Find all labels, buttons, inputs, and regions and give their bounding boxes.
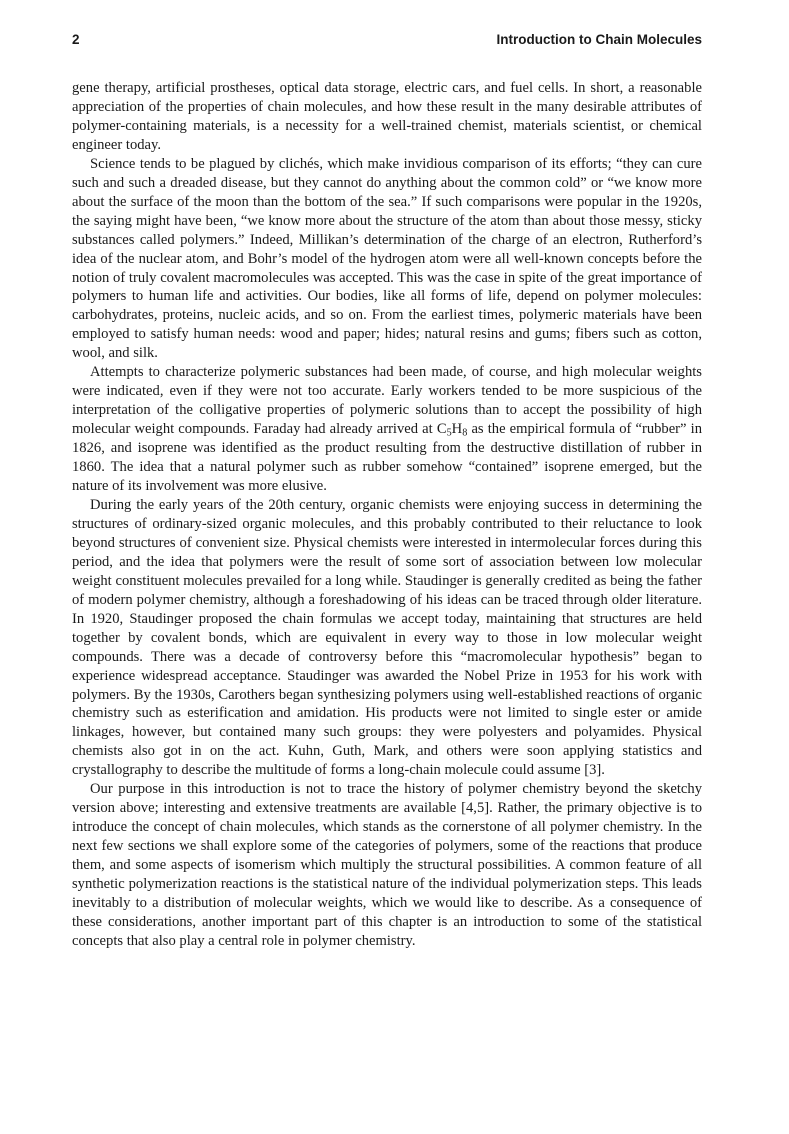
running-head — [72, 30, 702, 50]
paragraph-3-text-mid: H — [451, 421, 463, 438]
running-title: Introduction to Chain Molecules — [496, 32, 702, 47]
paragraph-3-text-after: as the empirical formula of “rubber” in 1826, and isoprene was identified as the product resulting from the destructive distillation of rubber in 1860. The idea that a natural polymer such as rubber somehow “contained” isoprene emerged, but the nature of its involvement was more elusive. — [72, 421, 702, 495]
paragraph-4: During the early years of the 20th century, organic chemists were enjoying success in determining the structures of ordinary-sized organic molecules, and this probably contributed to their reluctance to look beyond structures of convenient size. Physical chemists were interested in intermolecular forces during this period, and the idea that polymers were the result of some sort of association between low molecular weight constituent molecules prevailed for a long while. Staudinger is generally credited as being the father of modern polymer chemistry, although a foreshadowing of his ideas can be traced through older literature. In 1920, Staudinger proposed the chain formulas we accept today, maintaining that structures are held together by covalent bonds, which are equivalent in every way to those in low molecular weight compounds. There was a decade of controversy before this “macromolecular hypothesis” began to experience widespread acceptance. Staudinger was awarded the Nobel Prize in 1953 for his work with polymers. By the 1930s, Carothers began synthesizing polymers using well-established reactions of organic chemistry such as esterification and amidation. His products were not limited to single ester or amide linkages, however, but contained many such groups: they were polyesters and polyamides. Physical chemists also got in on the act. Kuhn, Guth, Mark, and others were soon applying statistics and crystallography to describe the multitude of forms a long-chain molecule could assume [3]. — [72, 496, 702, 779]
paragraph-1: gene therapy, artificial prostheses, optical data storage, electric cars, and fuel cells. In short, a reasonable appreciation of the properties of chain molecules, and how these result in the many desirable attributes of polymer-containing materials, is a necessity for a well-trained chemist, materials scientist, or chemical engineer today. — [72, 80, 702, 153]
formula-subscript-hydrogen: 8 — [462, 427, 468, 439]
paragraph-3 — [72, 363, 702, 496]
body-text — [72, 79, 702, 951]
formula-subscript-carbon: 5 — [446, 427, 452, 439]
paragraph-3-text-before: Attempts to characterize polymeric substances had been made, of course, and high molecular weights were indicated, even if they were not too accurate. Early workers tended to be more suspicious of the interpretation of the colligative properties of polymeric solutions than to accept the possibility of high molecular weight compounds. Faraday had already arrived at C — [72, 364, 702, 438]
page-content — [72, 30, 702, 951]
paragraph-5: Our purpose in this introduction is not to trace the history of polymer chemistry beyond the sketchy version above; interesting and extensive treatments are available [4,5]. Rather, the primary objective is to introduce the concept of chain molecules, which stands as the cornerstone of all polymer chemistry. In the next few sections we shall explore some of the categories of polymers, some of the reactions that produce them, and some aspects of isomerism which multiply the structural possibilities. A common feature of all synthetic polymerization reactions is the statistical nature of the individual polymerization steps. This leads inevitably to a distribution of molecular weights, which we would like to describe. As a consequence of these considerations, another important part of this chapter is an introduction to some of the statistical concepts that also play a central role in polymer chemistry. — [72, 781, 702, 949]
paragraph-2: Science tends to be plagued by clichés, which make invidious comparison of its efforts; “they can cure such and such a dreaded disease, but they cannot do anything about the common cold” or “we know more about the surface of the moon than the bottom of the sea.” If such comparisons were popular in the 1920s, the saying might have been, “we know more about the structure of the atom than about those messy, sticky substances called polymers.” Indeed, Millikan’s determination of the charge of an electron, Rutherford’s idea of the nuclear atom, and Bohr’s model of the hydrogen atom were all well-known concepts before the notion of truly covalent macromolecules was accepted. This was the case in spite of the great importance of polymers to human life and activities. Our bodies, like all forms of life, depend on polymer molecules: carbohydrates, proteins, nucleic acids, and so on. From the earliest times, polymeric materials have been employed to satisfy human needs: wood and paper; hides; natural resins and gums; fibers such as cotton, wool, and silk. — [72, 155, 702, 362]
page-number: 2 — [72, 32, 80, 47]
